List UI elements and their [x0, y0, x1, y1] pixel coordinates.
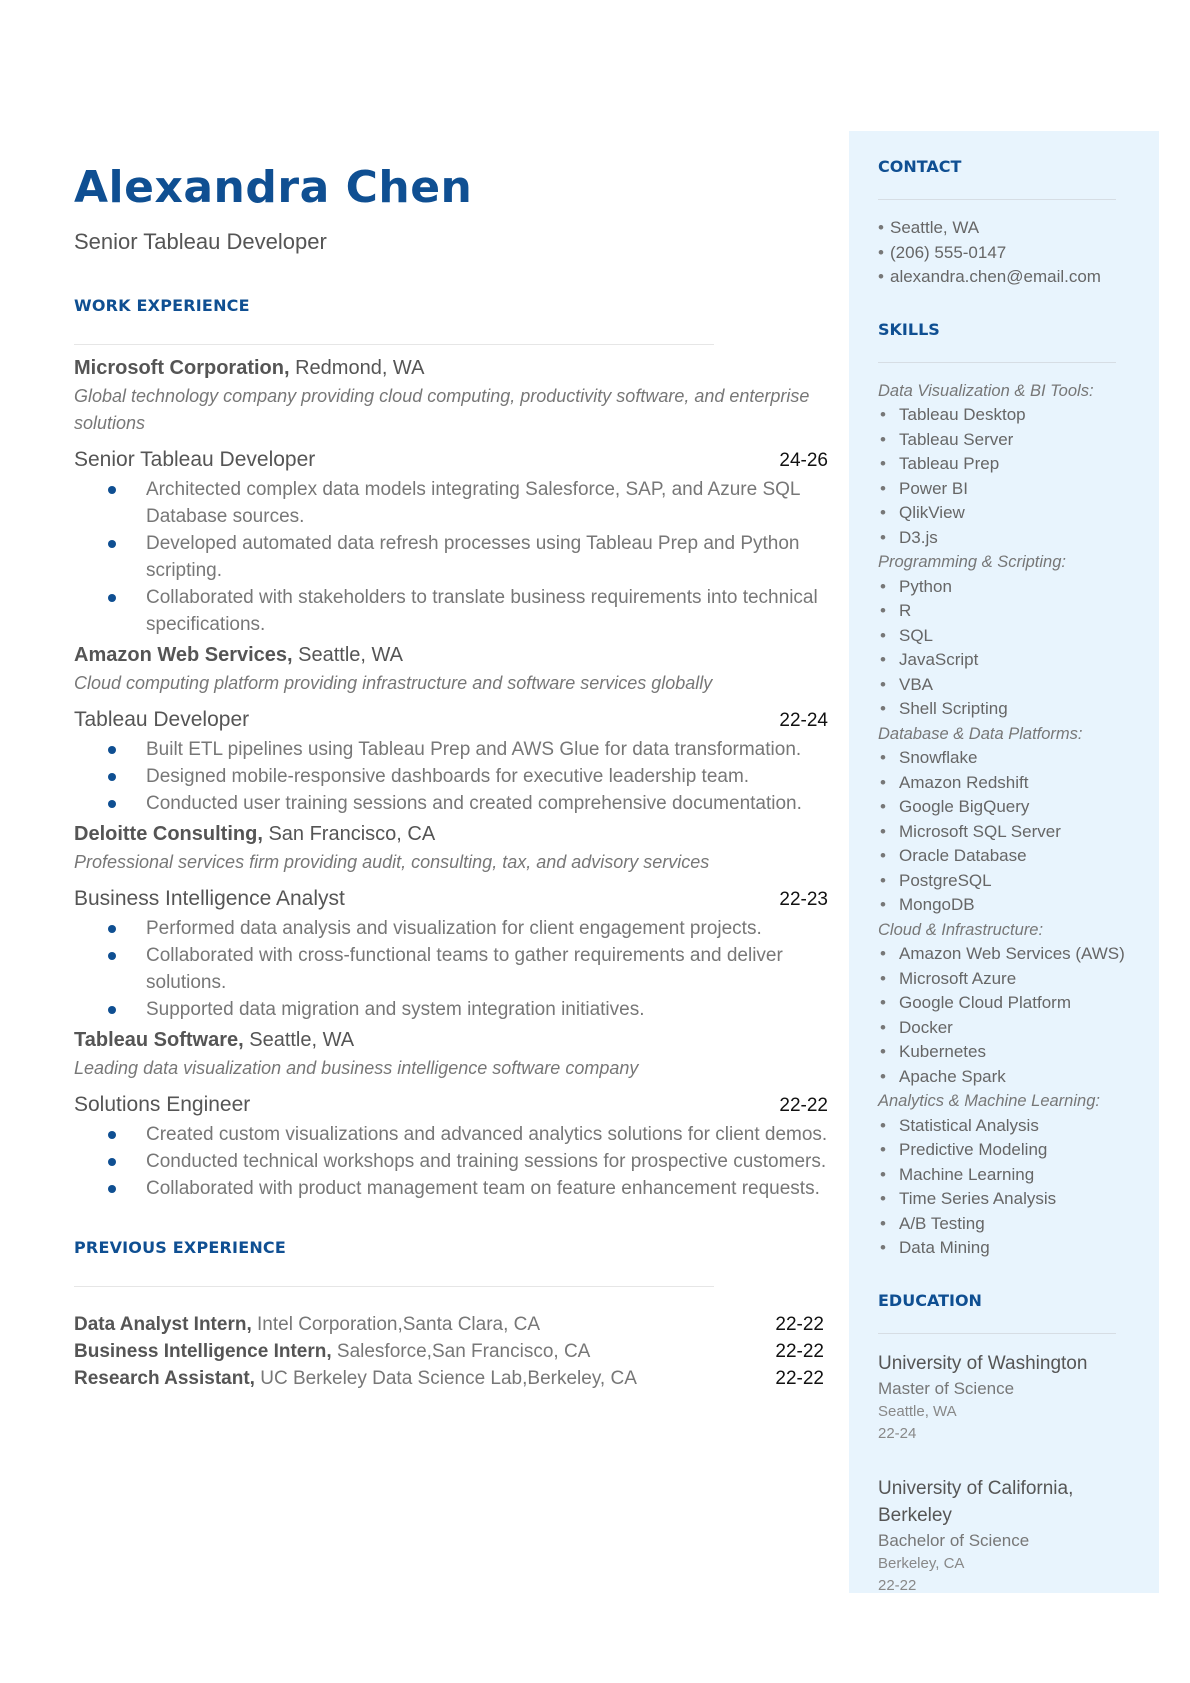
achievement-list — [74, 476, 828, 638]
skill-category: Analytics & Machine Learning: — [878, 1092, 1100, 1110]
bullet-icon: • — [878, 267, 884, 286]
bullet-icon — [108, 1185, 116, 1193]
skill-name: Amazon Web Services (AWS) — [899, 944, 1125, 963]
degree: Master of Science — [878, 1378, 1015, 1398]
skill-name: A/B Testing — [899, 1213, 985, 1233]
previous-experience-row — [74, 1365, 828, 1392]
school-location: Berkeley, CA — [878, 1554, 965, 1572]
skill-item — [878, 967, 1128, 992]
skill-item — [878, 624, 1128, 649]
skill-item — [878, 1114, 1128, 1139]
achievement-list — [74, 1121, 828, 1202]
previous-dates: 22-22 — [775, 1314, 824, 1335]
company-line — [74, 353, 828, 383]
previous-experience-list — [74, 1311, 828, 1392]
skill-category: Database & Data Platforms: — [878, 724, 1083, 743]
skill-item — [878, 991, 1128, 1016]
company-description: Leading data visualization and business intelligence software company — [74, 1058, 639, 1078]
previous-role: Data Analyst Intern, — [74, 1314, 252, 1335]
role-row — [74, 445, 828, 476]
contact-item — [878, 216, 1128, 241]
skill-item — [878, 795, 1128, 820]
achievement-text: Architected complex data models integrating Salesforce, SAP, and Azure SQL Database sources. — [146, 479, 800, 527]
skill-item — [878, 477, 1128, 502]
skill-item — [878, 428, 1128, 453]
job-dates: 22-24 — [779, 710, 828, 731]
bullet-icon — [108, 800, 116, 808]
bullet-icon: • — [880, 797, 886, 816]
bullet-icon — [108, 746, 116, 754]
skill-item — [878, 526, 1128, 551]
previous-role: Research Assistant, — [74, 1368, 255, 1389]
skill-name: Data Mining — [899, 1238, 990, 1257]
job-dates: 22-22 — [779, 1095, 828, 1116]
skill-name: Snowflake — [899, 748, 978, 767]
previous-org: UC Berkeley Data Science Lab,Berkeley, CA — [254, 1368, 637, 1389]
previous-role: Business Intelligence Intern, — [74, 1341, 332, 1362]
skill-name: JavaScript — [899, 650, 979, 669]
bullet-icon: • — [878, 242, 884, 262]
school-location: Seattle, WA — [878, 1402, 957, 1420]
bullet-icon — [108, 1006, 116, 1014]
achievement-text: Created custom visualizations and advanced analytics solutions for client demos. — [146, 1124, 828, 1145]
company-location: Redmond, WA — [289, 357, 425, 379]
bullet-icon — [108, 952, 116, 960]
skill-item — [878, 403, 1128, 428]
bullet-icon: • — [880, 405, 886, 424]
skill-name: Tableau Desktop — [899, 405, 1026, 424]
previous-role-line — [74, 1365, 637, 1392]
company-name: Tableau Software, — [74, 1029, 244, 1051]
bullet-icon: • — [880, 454, 886, 473]
achievement-item — [146, 584, 828, 638]
contact-text: (206) 555-0147 — [890, 242, 1007, 262]
skill-category: Programming & Scripting: — [878, 553, 1066, 571]
role-row — [74, 705, 828, 736]
skill-category: Data Visualization & BI Tools: — [878, 381, 1094, 400]
bullet-icon: • — [880, 478, 886, 498]
skill-name: Google BigQuery — [899, 797, 1030, 816]
bullet-icon: • — [880, 625, 886, 645]
skill-category: Cloud & Infrastructure: — [878, 920, 1044, 939]
achievement-item — [146, 1121, 828, 1148]
skill-name: SQL — [899, 625, 934, 645]
job-entry — [74, 353, 828, 638]
bullet-icon: • — [880, 1140, 886, 1159]
achievement-item — [146, 476, 828, 530]
skill-name: PostgreSQL — [899, 870, 992, 890]
skill-item — [878, 1138, 1128, 1163]
skill-name: QlikView — [899, 503, 965, 522]
education-entry — [878, 1475, 1128, 1597]
education-dates: 22-22 — [878, 1576, 917, 1594]
bullet-icon: • — [880, 895, 886, 914]
section-divider — [74, 344, 714, 345]
role-row — [74, 884, 828, 915]
skill-name: Time Series Analysis — [899, 1189, 1057, 1208]
bullet-icon: • — [880, 699, 886, 718]
previous-dates: 22-22 — [775, 1341, 824, 1362]
bullet-icon: • — [880, 527, 886, 547]
education-list — [878, 1350, 1128, 1597]
skill-name: Oracle Database — [899, 846, 1027, 865]
skill-item — [878, 893, 1128, 918]
job-entry — [74, 640, 828, 817]
job-role: Business Intelligence Analyst — [74, 887, 345, 910]
bullet-icon: • — [880, 846, 886, 865]
skill-item — [878, 1212, 1128, 1237]
company-line — [74, 640, 828, 670]
bullet-icon: • — [880, 1164, 886, 1184]
candidate-title: Senior Tableau Developer — [74, 229, 327, 254]
skill-name: Google Cloud Platform — [899, 993, 1071, 1012]
achievement-item — [146, 942, 828, 996]
job-dates: 22-23 — [779, 889, 828, 910]
skill-name: Predictive Modeling — [899, 1140, 1048, 1159]
bullet-icon — [108, 594, 116, 602]
skill-item — [878, 673, 1128, 698]
role-row — [74, 1090, 828, 1121]
achievement-text: Developed automated data refresh processes using Tableau Prep and Python scripting. — [146, 533, 800, 581]
achievement-item — [146, 915, 828, 942]
skill-name: MongoDB — [899, 895, 975, 914]
skill-name: R — [899, 601, 912, 620]
skill-item — [878, 771, 1128, 796]
job-role: Solutions Engineer — [74, 1093, 251, 1116]
bullet-icon: • — [880, 944, 886, 963]
previous-org: Salesforce,San Francisco, CA — [331, 1341, 591, 1362]
company-description: Global technology company providing cloud computing, productivity software, and enterprise solutions — [74, 386, 810, 433]
skill-item — [878, 746, 1128, 771]
company-name: Microsoft Corporation, — [74, 357, 290, 379]
section-divider — [878, 199, 1116, 200]
skill-item — [878, 697, 1128, 722]
job-role: Tableau Developer — [74, 708, 250, 731]
company-name: Amazon Web Services, — [74, 644, 293, 666]
bullet-icon — [108, 1131, 116, 1139]
previous-experience-row — [74, 1311, 828, 1338]
achievement-item — [146, 736, 828, 763]
education-dates: 22-24 — [878, 1424, 917, 1442]
skill-name: Python — [899, 576, 952, 596]
skill-item — [878, 1163, 1128, 1188]
skill-name: Amazon Redshift — [899, 772, 1029, 792]
achievement-text: Designed mobile-responsive dashboards for executive leadership team. — [146, 766, 750, 787]
skill-name: D3.js — [899, 527, 938, 547]
achievement-text: Conducted technical workshops and training sessions for prospective customers. — [146, 1151, 827, 1172]
bullet-icon: • — [880, 1066, 886, 1086]
bullet-icon: • — [880, 1115, 886, 1135]
skill-item — [878, 452, 1128, 477]
achievement-text: Supported data migration and system integration initiatives. — [146, 999, 645, 1020]
skill-name: VBA — [899, 674, 934, 694]
bullet-icon: • — [880, 1213, 886, 1233]
skill-item — [878, 869, 1128, 894]
bullet-icon — [108, 925, 116, 933]
skill-name: Shell Scripting — [899, 699, 1008, 718]
bullet-icon: • — [880, 821, 886, 841]
achievement-text: Performed data analysis and visualization for client engagement projects. — [146, 918, 762, 939]
bullet-icon — [108, 540, 116, 548]
previous-experience-row — [74, 1338, 828, 1365]
achievement-item — [146, 1148, 828, 1175]
skill-item — [878, 1065, 1128, 1090]
skill-name: Tableau Prep — [899, 454, 1000, 473]
skill-name: Statistical Analysis — [899, 1115, 1039, 1135]
education-entry — [878, 1350, 1128, 1445]
skill-item — [878, 820, 1128, 845]
contact-heading: CONTACT — [878, 157, 962, 176]
bullet-icon: • — [880, 748, 886, 767]
bullet-icon: • — [880, 576, 886, 596]
skill-item — [878, 501, 1128, 526]
skill-item — [878, 599, 1128, 624]
skills-list — [878, 379, 1128, 1261]
company-name: Deloitte Consulting, — [74, 823, 263, 845]
bullet-icon — [108, 773, 116, 781]
bullet-icon: • — [880, 429, 886, 449]
skill-item — [878, 844, 1128, 869]
contact-item — [878, 241, 1128, 266]
achievement-text: Collaborated with cross-functional teams to gather requirements and deliver solutions. — [146, 945, 783, 993]
bullet-icon: • — [880, 503, 886, 522]
bullet-icon: • — [880, 1042, 886, 1061]
skill-name: Kubernetes — [899, 1042, 986, 1061]
job-role: Senior Tableau Developer — [74, 448, 316, 471]
skill-name: Power BI — [899, 478, 968, 498]
bullet-icon — [108, 486, 116, 494]
candidate-name: Alexandra Chen — [74, 162, 473, 213]
contact-item — [878, 265, 1128, 290]
bullet-icon: • — [880, 1017, 886, 1037]
skill-name: Tableau Server — [899, 429, 1014, 449]
bullet-icon: • — [878, 218, 884, 237]
skill-item — [878, 942, 1128, 967]
previous-role-line — [74, 1338, 590, 1365]
skill-item — [878, 1040, 1128, 1065]
bullet-icon: • — [880, 601, 886, 620]
skill-name: Microsoft Azure — [899, 968, 1017, 988]
skill-item — [878, 1016, 1128, 1041]
achievement-text: Conducted user training sessions and created comprehensive documentation. — [146, 793, 802, 814]
section-divider — [878, 1333, 1116, 1334]
contact-text: alexandra.chen@email.com — [890, 267, 1101, 286]
skill-name: Docker — [899, 1017, 953, 1037]
bullet-icon: • — [880, 650, 886, 669]
company-location: Seattle, WA — [243, 1029, 355, 1051]
bullet-icon: • — [880, 674, 886, 694]
achievement-text: Collaborated with stakeholders to translate business requirements into technical specifications. — [146, 587, 818, 635]
skill-name: Microsoft SQL Server — [899, 821, 1061, 841]
skill-name: Apache Spark — [899, 1066, 1006, 1086]
skill-item — [878, 1187, 1128, 1212]
company-location: San Francisco, CA — [262, 823, 436, 845]
education-heading: EDUCATION — [878, 1290, 982, 1310]
contact-list — [878, 216, 1128, 290]
achievement-item — [146, 763, 828, 790]
work-experience-list — [74, 353, 828, 1202]
skill-item — [878, 1236, 1128, 1261]
work-experience-heading: WORK EXPERIENCE — [74, 296, 250, 315]
bullet-icon: • — [880, 993, 886, 1012]
achievement-text: Collaborated with product management team on feature enhancement requests. — [146, 1178, 820, 1199]
job-dates: 24-26 — [779, 450, 828, 471]
section-divider — [74, 1286, 714, 1287]
achievement-list — [74, 915, 828, 1023]
main-column — [74, 158, 828, 1392]
degree: Bachelor of Science — [878, 1530, 1030, 1550]
skill-item — [878, 648, 1128, 673]
school-name: University of California, Berkeley — [878, 1477, 1074, 1526]
job-entry — [74, 819, 828, 1023]
company-line — [74, 819, 828, 849]
bullet-icon: • — [880, 1238, 886, 1257]
skill-item — [878, 575, 1128, 600]
skill-name: Machine Learning — [899, 1164, 1035, 1184]
previous-experience-heading: PREVIOUS EXPERIENCE — [74, 1238, 286, 1257]
achievement-item — [146, 1175, 828, 1202]
company-description: Professional services firm providing audit, consulting, tax, and advisory services — [74, 852, 710, 872]
section-divider — [878, 362, 1116, 363]
company-line — [74, 1025, 828, 1055]
company-description: Cloud computing platform providing infrastructure and software services globally — [74, 673, 713, 693]
school-name: University of Washington — [878, 1352, 1088, 1374]
sidebar-panel — [849, 131, 1159, 1593]
job-entry — [74, 1025, 828, 1202]
skills-heading: SKILLS — [878, 319, 940, 339]
company-location: Seattle, WA — [292, 644, 404, 666]
previous-org: Intel Corporation,Santa Clara, CA — [251, 1314, 541, 1335]
contact-text: Seattle, WA — [890, 218, 980, 237]
previous-dates: 22-22 — [775, 1368, 824, 1389]
previous-role-line — [74, 1311, 540, 1338]
bullet-icon: • — [880, 772, 886, 792]
achievement-item — [146, 996, 828, 1023]
bullet-icon: • — [880, 1189, 886, 1208]
achievement-item — [146, 530, 828, 584]
achievement-item — [146, 790, 828, 817]
achievement-text: Built ETL pipelines using Tableau Prep and AWS Glue for data transformation. — [146, 739, 802, 760]
bullet-icon — [108, 1158, 116, 1166]
achievement-list — [74, 736, 828, 817]
bullet-icon: • — [880, 968, 886, 988]
bullet-icon: • — [880, 870, 886, 890]
